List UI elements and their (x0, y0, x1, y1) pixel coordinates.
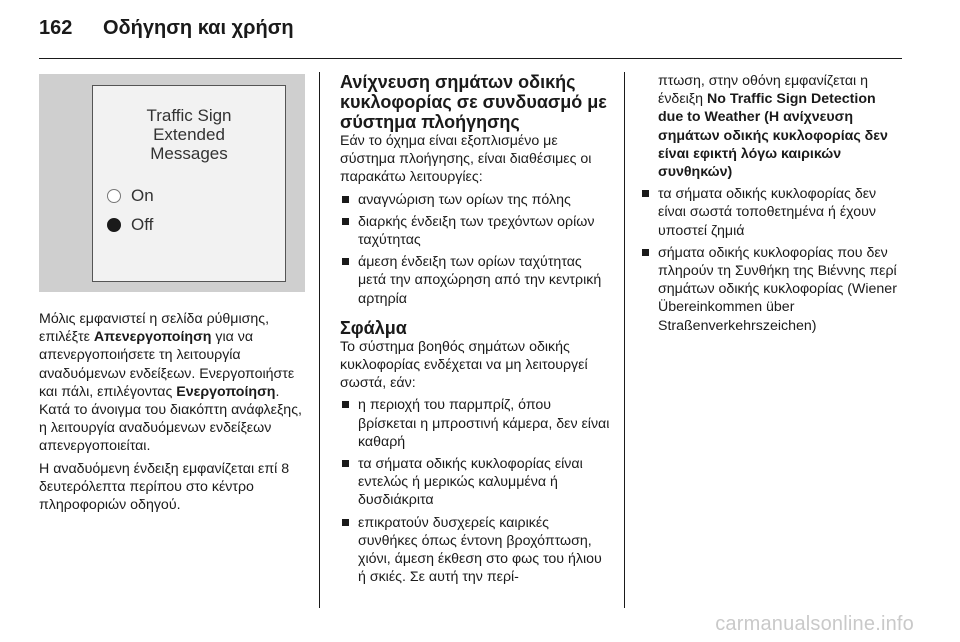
radio-option-off (107, 216, 153, 234)
watermark: carmanualsonline.info (715, 613, 914, 635)
paragraph-settings (39, 310, 305, 401)
paragraph-popup: Η αναδυόμενη ένδειξη εμφανίζεται επί 8 δευτερόλεπτα περίπου στο κέντρο πληροφοριών οδηγού. (39, 460, 290, 514)
list-item: αναγνώριση των ορίων της πόλης (340, 191, 612, 209)
list-item: τα σήματα οδικής κυκλοφορίας δεν είναι σωστά τοποθετημένα ή έχουν υποστεί ζημιά (640, 185, 902, 240)
screen-title-line: Traffic Sign (146, 106, 232, 125)
header-rule (39, 58, 902, 59)
list-item: διαρκής ένδειξη των τρεχόντων ορίων ταχύτητας (340, 213, 612, 249)
column-divider-2 (624, 72, 625, 608)
screen-title-line: Extended (153, 125, 225, 144)
section-heading-fault: Σφάλμα (340, 317, 407, 338)
paragraph-intro: Εάν το όχημα είναι εξοπλισμένο με σύστημα πλοήγησης, είναι διαθέσιμες οι παρακάτω λειτουργίες: (340, 133, 592, 186)
text: . (275, 383, 280, 400)
text: για να απενεργοποιήσετε τη λειτουργία αναδυόμενων ενδείξεων. Ενεργοποιήστε και πάλι, επιλέγοντας (39, 329, 295, 400)
section-heading: Ανίχνευση σημάτων οδικής κυκλοφορίας σε συνδυασμό με σύστημα πλοήγησης (340, 72, 607, 132)
text: Μόλις εμφανιστεί η σελίδα ρύθμισης, επιλέξτε (39, 311, 270, 346)
display-screen (92, 85, 286, 282)
list-item: η περιοχή του παρμπρίζ, όπου βρίσκεται η μπροστινή κάμερα, δεν είναι καθαρή (340, 396, 612, 451)
list-item: επικρατούν δυσχερείς καιρικές συνθήκες όπως έντονη βροχόπτωση, χιόνι, άμεση έκθεση στο φως του ήλιου ή σκιές. Σε αυτή την περί- (340, 514, 612, 587)
list-item: άμεση ένδειξη των ορίων ταχύτητας μετά την αποχώρηση από την κεντρική αρτηρία (340, 253, 612, 308)
screen-title-line: Messages (150, 144, 228, 163)
page-number: 162 (39, 17, 73, 39)
radio-unselected-icon (107, 189, 121, 203)
bold-term: Ενεργοποίηση (176, 383, 276, 400)
list-item: σήματα οδικής κυκλοφορίας που δεν πληρούν τη Συνθήκη της Βιέννης περί σημάτων οδικής κυκλοφορίας (Wiener Übereinkommen über Straßenverkehrszeichen) (640, 244, 902, 335)
column-2 (340, 72, 612, 586)
radio-option-on (107, 187, 154, 205)
fault-list (340, 396, 612, 586)
paragraph-continuation (640, 72, 902, 181)
screen-illustration (39, 74, 305, 292)
radio-selected-icon (107, 218, 121, 232)
bold-term: Απενεργοποίηση (93, 329, 212, 346)
bold-message: No Traffic Sign Detection due to Weather (Η ανίχνευση σημάτων οδικής κυκλοφορίας δεν είναι εφικτή λόγω καιρικών συνθηκών) (658, 91, 888, 181)
text: πτωση, στην οθόνη εμφανίζεται η ένδειξη (658, 73, 868, 108)
paragraph-ignition: Κατά το άνοιγμα του διακόπτη ανάφλεξης, η λειτουργία αναδυόμενων ενδείξεων απενεργοποιείται. (39, 402, 302, 455)
list-item: τα σήματα οδικής κυκλοφορίας είναι εντελώς ή μερικώς καλυμμένα ή δυσδιάκριτα (340, 455, 612, 510)
column-divider-1 (319, 72, 320, 608)
feature-list (340, 191, 612, 308)
fault-list-continued (640, 185, 902, 335)
radio-label-off: Off (131, 215, 154, 234)
page-title: Οδήγηση και χρήση (103, 17, 294, 39)
paragraph-fault-intro: Το σύστημα βοηθός σημάτων οδικής κυκλοφορίας ενδέχεται να μη λειτουργεί σωστά, εάν: (340, 338, 588, 392)
column-3 (640, 72, 902, 335)
screen-title (93, 106, 285, 163)
radio-label-on: On (131, 186, 154, 205)
column-1 (39, 72, 305, 514)
